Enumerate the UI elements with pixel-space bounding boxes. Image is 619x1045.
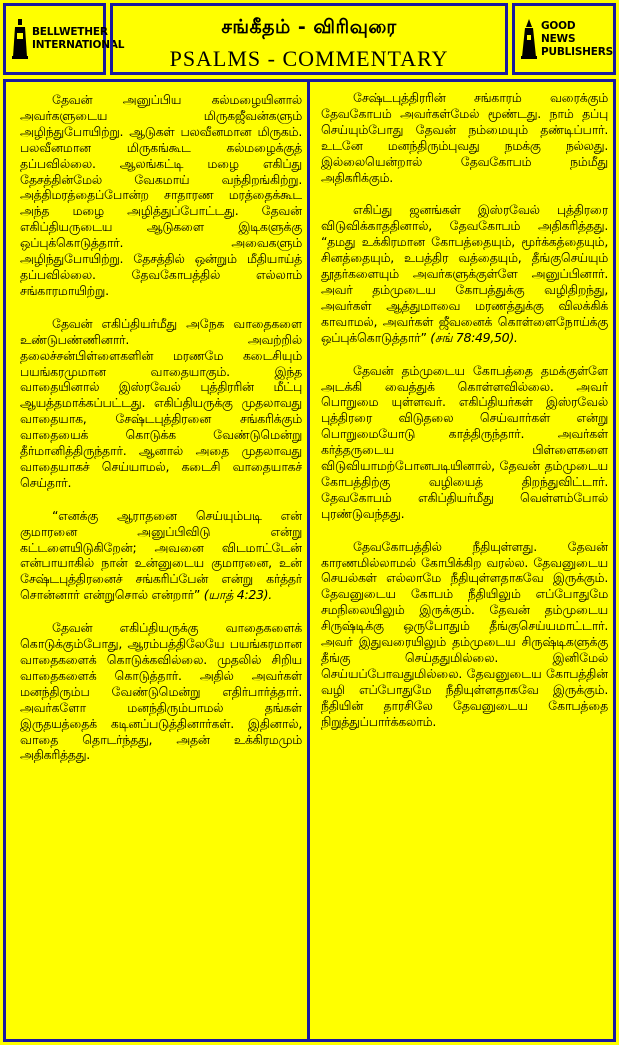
paragraph: தேவன் அனுப்பிய கல்மழையினால் அவர்களுடைய மிருகஜீவன்களும் அழிந்துபோயிற்று. ஆடுகள் பலவீனமான மிருகம். பலவீனமான மிருகங்கூட கல்மழைக்குத் தப்பவில்லை. ஆலங்கட்டி மழை எகிப்து தேசத்தின்மேல் வேகமாய் வந்திறங்கிற்று. அத்திமரத்தைப்போன்ற சாதாரண மரத்தைக்கூட அந்த மழை அழித்துப்போட்டது. தேவன் எகிப்தியருடைய ஆடுகளை இடிகளுக்கு ஒப்புக்கொடுத்தார். அவைகளும் அழிந்துபோயிற்று. தேசத்தில் ஒன்றும் மீதியாய்த் தப்பவில்லை. தேவகோபத்தில் எல்லாம் சங்காரமாயிற்று. xyxy=(20,92,302,298)
paragraph: தேவன் தம்முடைய கோபத்தை தமக்குள்ளே அடக்கி வைத்துக் கொள்ளவில்லை. அவர் பொறுமை யுள்ளவர். எகிப்தியர்கள் இஸ்ரவேல் புத்திரரை விடுதலை செய்வார்கள் என்று பொறுமையோடு காத்திருந்தார். அவர்கள் கர்த்தருடைய பிள்ளைகளை விடுவியாமற்போனபடியினால், தேவன் தம்முடைய கோபத்திற்கு வழியைத் திறந்துவிட்டார். தேவகோபம் எகிப்தியர்மீது வெள்ளம்போல் புரண்டுவந்தது. xyxy=(321,362,608,521)
paragraph: தேவகோபத்தில் நீதியுள்ளது. தேவன் காரணமில்லாமல் கோபிக்கிற வரல்ல. தேவனுடைய செயல்கள் எல்லாமே நீதியுள்ளதாகவே இருக்கும். தேவனுடைய கோபம் நீதியிலும் எப்போதுமே சமநிலையிலும் இருக்கும். தேவன் தம்முடைய சிருஷ்டிக்கு ஒருபோதும் தீங்குசெய்யமாட்டார். அவர் இதுவரையிலும் தம்முடைய சிருஷ்டிகளுக்கு தீங்கு செய்ததுமில்லை. இனிமேல் செய்யப்போவதுமில்லை. தேவனுடைய கோபத்தின் வழி எப்போதுமே நீதியுள்ளதாகவே இருக்கும். நீதியின் தாரசிலே தேவனுடைய கோபத்தை நிறுத்துப்பார்க்கலாம். xyxy=(321,538,608,729)
title-box xyxy=(110,3,508,75)
bell-tower-icon xyxy=(12,19,28,59)
quote-text: “எனக்கு ஆராதனை செய்யும்படி என் குமாரனை அனுப்பிவிடு என்று கட்டளையிடுகிறேன்; அவனை விடமாட்டேன் என்பாயாகில் நான் உன்னுடைய குமாரனை, உன் சேஷ்டபுத்திரனைச் சங்கரிப்பேன் என்று கர்த்தர் சொன்னார் என்றுசொல் என்றார்” xyxy=(20,507,302,603)
scripture-reference: (யாத் 4:23). xyxy=(203,587,272,603)
logo-right-line1: GOOD NEWS xyxy=(541,19,576,45)
column-divider xyxy=(307,79,310,1042)
right-column xyxy=(321,90,608,1037)
logo-left-line2: INTERNATIONAL xyxy=(32,39,125,51)
tower-icon xyxy=(521,19,537,59)
left-column xyxy=(20,92,302,1037)
paragraph: தேவன் எகிப்தியருக்கு வாதைகளைக் கொடுக்கும்போது, ஆரம்பத்திலேயே பயங்கரமான வாதைகளைக் கொடுக்கவில்லை. முதலில் சிறிய வாதைகளைக் கொடுத்தார். அதில் அவர்கள் மனந்திரும்ப வேண்டுமென்று எதிர்பார்த்தார். அவர்களோ மனந்திரும்பாமல் தங்கள் இருதயத்தைக் கடினப்படுத்தினார்கள். இதினால், வாதை தொடர்ந்தது, அதன் உக்கிரமமும் அதிகரித்தது. xyxy=(20,620,302,763)
paragraph-text: எகிப்து ஜனங்கள் இஸ்ரவேல் புத்திரரை விடுவிக்காததினால், தேவகோபம் அதிகரித்தது. “தமது உக்கிரமான கோபத்தையும், மூர்க்கத்தையும், சினத்தையும், உபத்திர வத்தையும், தீங்குசெய்யும் தூதர்களையும் அவர்களுக்குள்ளே அனுப்பினார். அவர் தம்முடைய கோபத்துக்கு வழிதிறந்து, அவர்கள் ஆத்துமாவை மரணத்துக்கு விலக்கிக் காவாமல், அவர்கள் ஜீவனைக் கொள்ளைநோய்க்கு ஒப்புக்கொடுத்தார்” xyxy=(321,202,608,345)
paragraph: தேவன் எகிப்தியர்மீது அநேக வாதைகளை உண்டுபண்ணினார். அவற்றில் தலைச்சன்பிள்ளைகளின் மரணமே கடைசியும் பயங்கரமுமான வாதையாகும். இந்த வாதையினால் இஸ்ரவேல் புத்திரரின் மீட்பு ஆயத்தமாக்கப்பட்டது. எகிப்தியருக்கு முதலாவது வாதையாக, சேஷ்டபுத்திரனை சங்கரிக்கும் வாதையைக் கொடுக்க வேண்டுமென்று தீர்மானித்திருந்தார். ஆனால் அதை முதலாவது வாதையாகச் செய்யாமல், கடைசி வாதையாகச் செய்தார். xyxy=(20,315,302,490)
quote-paragraph xyxy=(321,202,608,345)
good-news-logo xyxy=(512,3,616,75)
scripture-reference: (சங் 78:49,50). xyxy=(430,329,518,345)
quote-paragraph xyxy=(20,508,302,603)
bellwether-logo xyxy=(3,3,125,75)
logo-left-line1: BELLWETHER xyxy=(32,26,108,38)
page-title-tamil: சங்கீதம் - விரிவுரை xyxy=(221,16,397,38)
page-title-english: PSALMS - COMMENTARY xyxy=(169,46,449,71)
paragraph: சேஷ்டபுத்திரரின் சங்காரம் வரைக்கும் தேவகோபம் அவர்கள்மேல் மூண்டது. நாம் தப்பு செய்யும்போது தேவன் நம்மையும் தண்டிப்பார். உடனே மனந்திரும்புவது நமக்கு நல்லது. இல்லையென்றால் தேவகோபம் நம்மீது அதிகரிக்கும். xyxy=(321,90,608,185)
logo-right-line2: PUBLISHERS xyxy=(541,45,613,58)
